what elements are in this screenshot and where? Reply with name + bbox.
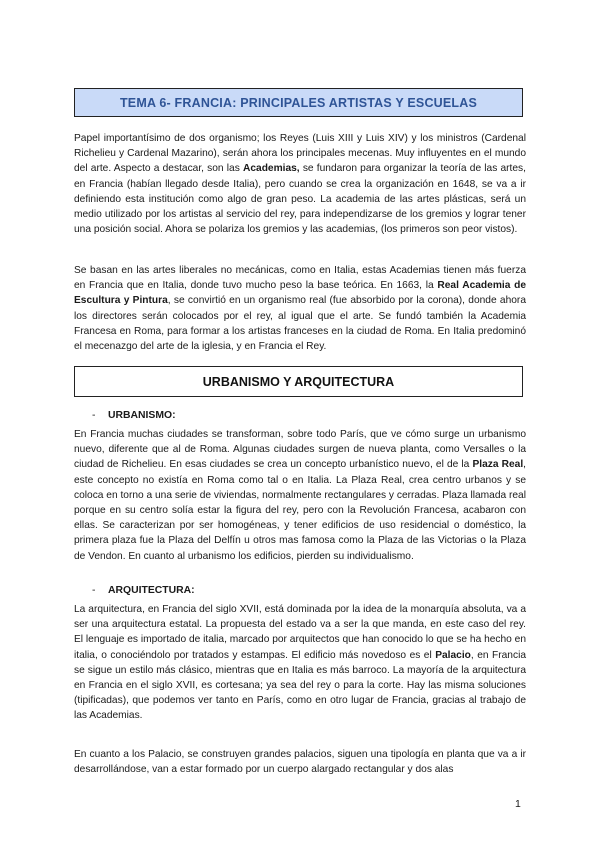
intro-paragraph-1: Papel importantísimo de dos organismo; los Reyes (Luis XIII y Luis XIV) y los ministros (Cardenal Richelieu y Cardenal Mazarino), serán ahora los principales mecenas. Muy influyentes en el mundo del arte. Aspecto a destacar, son las Academias, se fundaron para organizar la teoría de las artes, en Francia (habían llegado desde Italia), pero cuando se crea la organización en 1648, se va a ir definiendo esta institución como algo de gran peso. La academia de las artes plásticas, será un medio utilizado por los artistas al servicio del rey, para independizarse de los gremios y lograr tener una posición social. Ahora se polariza los gremios y las academias, (los primeros son peor vistos).	[74, 133, 526, 236]
bold-term: Real Academia de Escultura y Pintura	[74, 280, 526, 307]
section-title: URBANISMO Y ARQUITECTURA	[74, 366, 523, 397]
urbanismo-paragraph: En Francia muchas ciudades se transforman, sobre todo París, que ve cómo surge un urbanismo nuevo, diferente que al de Roma. Algunas ciudades surgen de nueva planta, como Versalles o la ciudad de Richelieu. En esas ciudades se crea un concepto urbanístico nuevo, el de la Plaza Real, este concepto no existía en Roma como tal o en Italia. La Plaza Real, crea centro urbanos y se coloca en torno a una serie de viviendas, normalmente rectangulares y cerradas. Plaza llamada real porque en su centro solía estar la figura del rey, pero con la Revolución Francesa, acabaron con ellas. Se caracterizan por ser homogéneas, y tener edificios de uso residencial o doméstico, la primera plaza fue la Plaza del Delfín u otros mas famosa como la Plaza de las Victorias o la Plaza de Vendon. En cuanto al urbanismo los edificios, pierden su individualismo.	[74, 429, 526, 562]
subheading-urbanismo: - URBANISMO:	[92, 410, 176, 421]
intro-paragraph-2: Se basan en las artes liberales no mecánicas, como en Italia, estas Academias tienen más fuerza en Francia que en Italia, donde tuvo mucho peso la base teórica. En 1663, la Real Academia de Escultura y Pintura, se convirtió en un organismo real (fue absorbido por la corona), donde ahora los directores serán colocados por el rey, al igual que el arte. Se fundó también la Academia Francesa en Roma, para formar a los artistas franceses en la ciudad de Roma. En Italia predominó el mecenazgo del arte de la iglesia, y en Francia el Rey.	[74, 265, 526, 353]
chapter-title: TEMA 6- FRANCIA: PRINCIPALES ARTISTAS Y ESCUELAS	[74, 88, 523, 117]
arquitectura-paragraph: La arquitectura, en Francia del siglo XVII, está dominada por la idea de la monarquía absoluta, va a ser una arquitectura estatal. La propuesta del estado va a ser la que manda, en este caso del rey. El lenguaje es importado de italia, marcado por arquitectos que han conocido lo que se ha hecho en italia, o conociéndolo por tratados y estampas. El edificio más novedoso es el Palacio, en Francia se sigue un estilo más clásico, mientras que en Italia es más barroco. La mayoría de la arquitectura en Francia en el siglo XVII, es cortesana; ya sea del rey o para la corte. Hay las misma soluciones (tipificadas), que podemos ver tanto en París, como en otro lugar de Francia, gracias al trabajo de las Academias.	[74, 604, 526, 722]
bold-term: Plaza Real	[472, 459, 524, 471]
bullet-dash: -	[92, 410, 96, 421]
page-number: 1	[515, 798, 521, 810]
palacio-paragraph: En cuanto a los Palacio, se construyen grandes palacios, siguen una tipología en planta que va a ir desarrollándose, van a estar formado por un cuerpo alargado rectangular y dos alas	[74, 749, 526, 776]
subheading-arquitectura: - ARQUITECTURA:	[92, 585, 195, 596]
bullet-dash: -	[92, 585, 96, 596]
bold-term: Academias,	[243, 163, 300, 175]
bold-term: Palacio	[435, 649, 471, 661]
